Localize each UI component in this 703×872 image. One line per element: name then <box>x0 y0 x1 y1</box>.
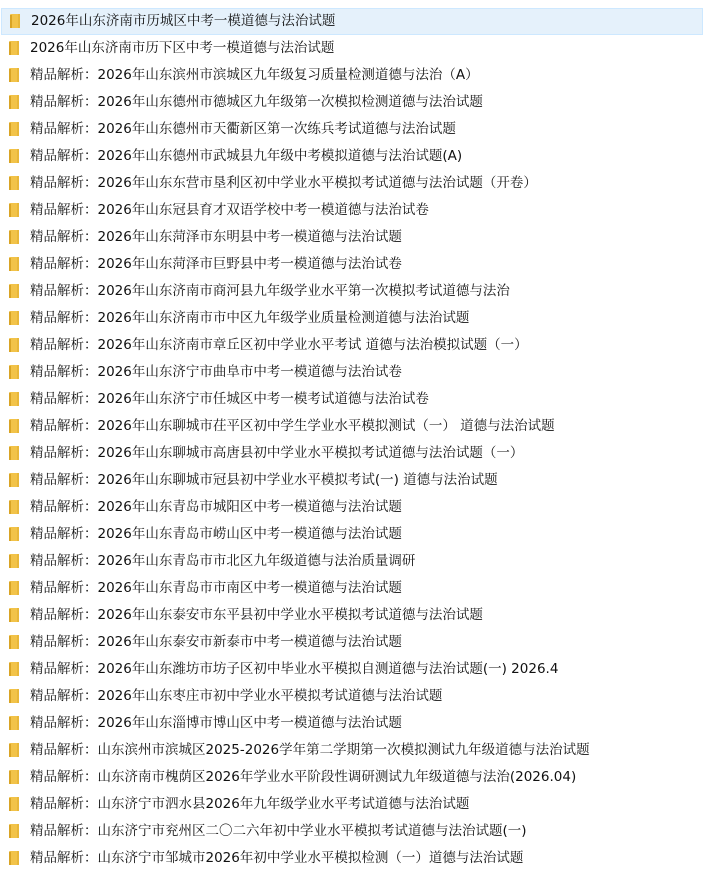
folder-icon <box>9 122 20 136</box>
folder-name: 精品解析：2026年山东聊城市高唐县初中学业水平模拟考试道德与法治试题（一） <box>30 445 524 461</box>
folder-row[interactable] <box>0 89 703 116</box>
folder-row[interactable] <box>0 764 703 791</box>
folder-name: 精品解析：山东滨州市滨城区2025-2026学年第二学期第一次模拟测试九年级道德与法治试题 <box>30 742 590 758</box>
folder-row[interactable] <box>0 332 703 359</box>
folder-name: 精品解析：2026年山东泰安市新泰市中考一模道德与法治试题 <box>30 634 402 650</box>
folder-icon <box>9 257 20 271</box>
folder-row[interactable] <box>0 251 703 278</box>
folder-icon <box>9 500 20 514</box>
folder-name: 精品解析：2026年山东菏泽市东明县中考一模道德与法治试题 <box>30 229 402 245</box>
folder-row[interactable] <box>0 791 703 818</box>
folder-icon <box>9 527 20 541</box>
folder-name: 精品解析：2026年山东济宁市曲阜市中考一模道德与法治试卷 <box>30 364 402 380</box>
folder-icon <box>9 365 20 379</box>
folder-row[interactable] <box>0 683 703 710</box>
folder-icon <box>9 203 20 217</box>
folder-name: 精品解析：2026年山东德州市天衢新区第一次练兵考试道德与法治试题 <box>30 121 456 137</box>
folder-name: 精品解析：2026年山东枣庄市初中学业水平模拟考试道德与法治试题 <box>30 688 443 704</box>
folder-row[interactable] <box>0 386 703 413</box>
folder-name: 精品解析：2026年山东聊城市冠县初中学业水平模拟考试(一) 道德与法治试题 <box>30 472 498 488</box>
folder-row[interactable] <box>0 629 703 656</box>
folder-name: 精品解析：2026年山东淄博市博山区中考一模道德与法治试题 <box>30 715 402 731</box>
folder-row[interactable] <box>0 818 703 845</box>
folder-icon <box>9 311 20 325</box>
folder-icon <box>9 770 20 784</box>
folder-row[interactable] <box>0 467 703 494</box>
folder-icon <box>9 176 20 190</box>
folder-name: 2026年山东济南市历下区中考一模道德与法治试题 <box>30 40 335 56</box>
folder-icon <box>9 689 20 703</box>
folder-icon <box>9 41 20 55</box>
folder-icon <box>9 68 20 82</box>
folder-icon <box>9 230 20 244</box>
folder-icon <box>9 554 20 568</box>
folder-icon <box>9 149 20 163</box>
folder-row[interactable] <box>0 737 703 764</box>
folder-row[interactable] <box>0 521 703 548</box>
folder-icon <box>9 338 20 352</box>
folder-name: 精品解析：2026年山东聊城市茌平区初中学生学业水平模拟测试（一） 道德与法治试题 <box>30 418 555 434</box>
folder-name: 精品解析：2026年山东冠县育才双语学校中考一模道德与法治试卷 <box>30 202 429 218</box>
folder-row[interactable] <box>0 602 703 629</box>
folder-icon <box>9 797 20 811</box>
folder-icon <box>9 635 20 649</box>
folder-row[interactable] <box>0 35 703 62</box>
folder-name: 精品解析：2026年山东青岛市市南区中考一模道德与法治试题 <box>30 580 402 596</box>
folder-icon <box>9 716 20 730</box>
folder-name: 精品解析：2026年山东济南市市中区九年级学业质量检测道德与法治试题 <box>30 310 470 326</box>
folder-icon <box>9 608 20 622</box>
folder-row[interactable] <box>0 359 703 386</box>
folder-icon <box>9 851 20 865</box>
folder-name: 精品解析：2026年山东青岛市市北区九年级道德与法治质量调研 <box>30 553 416 569</box>
folder-icon <box>9 662 20 676</box>
folder-row[interactable] <box>0 224 703 251</box>
folder-name: 精品解析：2026年山东德州市德城区九年级第一次模拟检测道德与法治试题 <box>30 94 483 110</box>
folder-name: 2026年山东济南市历城区中考一模道德与法治试题 <box>31 13 336 29</box>
folder-row[interactable] <box>0 440 703 467</box>
folder-icon <box>9 743 20 757</box>
folder-icon <box>9 419 20 433</box>
folder-icon <box>9 824 20 838</box>
folder-row[interactable] <box>0 62 703 89</box>
folder-row[interactable] <box>0 197 703 224</box>
folder-row[interactable] <box>0 170 703 197</box>
folder-name: 精品解析：2026年山东菏泽市巨野县中考一模道德与法治试卷 <box>30 256 402 272</box>
folder-icon <box>9 95 20 109</box>
folder-row[interactable] <box>0 575 703 602</box>
folder-icon <box>9 581 20 595</box>
folder-name: 精品解析：2026年山东潍坊市坊子区初中毕业水平模拟自测道德与法治试题(一) 2026.4 <box>30 661 559 677</box>
folder-name: 精品解析：2026年山东济南市商河县九年级学业水平第一次模拟考试道德与法治 <box>30 283 510 299</box>
folder-name: 精品解析：2026年山东东营市垦利区初中学业水平模拟考试道德与法治试题（开卷） <box>30 175 537 191</box>
folder-row[interactable] <box>0 548 703 575</box>
folder-name: 精品解析：2026年山东德州市武城县九年级中考模拟道德与法治试题(A) <box>30 148 463 164</box>
folder-name: 精品解析：山东济宁市泗水县2026年九年级学业水平考试道德与法治试题 <box>30 796 470 812</box>
folder-row[interactable] <box>0 413 703 440</box>
folder-row[interactable] <box>0 143 703 170</box>
folder-row[interactable] <box>0 278 703 305</box>
folder-name: 精品解析：2026年山东济宁市任城区中考一模考试道德与法治试卷 <box>30 391 429 407</box>
folder-row[interactable] <box>0 656 703 683</box>
folder-row[interactable] <box>1 8 703 35</box>
folder-name: 精品解析：2026年山东济南市章丘区初中学业水平考试 道德与法治模拟试题（一） <box>30 337 528 353</box>
folder-name: 精品解析：山东济南市槐荫区2026年学业水平阶段性调研测试九年级道德与法治(2026.04) <box>30 769 577 785</box>
folder-row[interactable] <box>0 116 703 143</box>
folder-name: 精品解析：2026年山东青岛市城阳区中考一模道德与法治试题 <box>30 499 402 515</box>
folder-row[interactable] <box>0 305 703 332</box>
folder-row[interactable] <box>0 494 703 521</box>
folder-icon <box>9 446 20 460</box>
folder-name: 精品解析：2026年山东滨州市滨城区九年级复习质量检测道德与法治（A） <box>30 67 479 83</box>
folder-icon <box>9 284 20 298</box>
folder-name: 精品解析：2026年山东青岛市崂山区中考一模道德与法治试题 <box>30 526 402 542</box>
folder-icon <box>10 14 21 28</box>
folder-icon <box>9 473 20 487</box>
folder-icon <box>9 392 20 406</box>
folder-row[interactable] <box>0 710 703 737</box>
folder-name: 精品解析：山东济宁市邹城市2026年初中学业水平模拟检测（一）道德与法治试题 <box>30 850 524 866</box>
file-list <box>0 8 703 872</box>
folder-name: 精品解析：山东济宁市兖州区二〇二六年初中学业水平模拟考试道德与法治试题(一) <box>30 823 527 839</box>
folder-name: 精品解析：2026年山东泰安市东平县初中学业水平模拟考试道德与法治试题 <box>30 607 483 623</box>
